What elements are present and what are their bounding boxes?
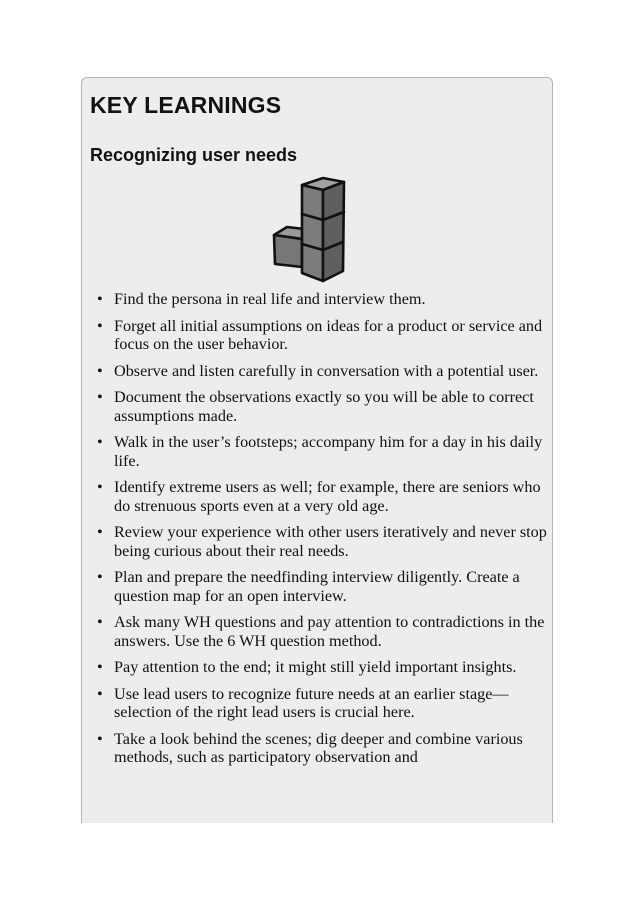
key-learnings-list — [94, 290, 553, 775]
list-item — [94, 685, 553, 722]
bullet: • — [97, 684, 103, 703]
list-item-text: Find the persona in real life and interview them. — [114, 290, 426, 308]
low-block-front — [274, 235, 302, 267]
list-item-text: Identify extreme users as well; for example, there are seniors who do strenuous sports even at a very old age. — [114, 478, 541, 515]
list-item — [94, 290, 553, 309]
list-item — [94, 317, 553, 354]
list-item — [94, 658, 553, 677]
list-item-text: Observe and listen carefully in conversation with a potential user. — [114, 361, 539, 380]
bullet: • — [97, 316, 103, 335]
list-item — [94, 362, 553, 381]
bullet: • — [97, 361, 103, 380]
list-item — [94, 433, 553, 470]
list-item — [94, 568, 553, 605]
list-item-text: Review your experience with other users iteratively and never stop being curious about their real needs. — [114, 523, 547, 560]
list-item-text: Use lead users to recognize future needs at an earlier stage—selection of the right lead users is crucial here. — [114, 684, 509, 721]
tower-side — [323, 182, 344, 281]
panel-title: KEY LEARNINGS — [90, 92, 282, 118]
bullet: • — [97, 478, 103, 496]
bullet: • — [97, 729, 103, 748]
bullet: • — [97, 433, 103, 451]
list-item — [94, 613, 553, 650]
list-item-text: Forget all initial assumptions on ideas for a product or service and focus on the user behavior. — [114, 316, 543, 353]
list-item-text: Document the observations exactly so you will be able to correct assumptions made. — [114, 388, 534, 425]
list-item-text: Walk in the user’s footsteps; accompany him for a day in his daily life. — [114, 433, 543, 470]
key-learnings-panel — [81, 77, 553, 823]
tower-front — [302, 185, 323, 281]
list-item — [94, 730, 553, 767]
list-item — [94, 388, 553, 425]
bullet: • — [97, 290, 103, 308]
list-item-text: Pay attention to the end; it might still yield important insights. — [114, 658, 517, 676]
list-item — [94, 523, 553, 560]
bullet: • — [97, 658, 103, 676]
list-item-text: Take a look behind the scenes; dig deeper and combine various methods, such as participatory observation and — [114, 729, 523, 766]
stacked-blocks-icon — [269, 175, 369, 285]
list-item-text: Plan and prepare the needfinding interview diligently. Create a question map for an open interview. — [114, 568, 520, 605]
list-item-text: Ask many WH questions and pay attention to contradictions in the answers. Use the 6 WH question method. — [114, 613, 545, 650]
bullet: • — [97, 613, 103, 631]
list-item — [94, 478, 553, 515]
bullet: • — [97, 388, 103, 406]
panel-subtitle: Recognizing user needs — [90, 145, 298, 165]
bullet: • — [97, 568, 103, 586]
bullet: • — [97, 523, 103, 541]
